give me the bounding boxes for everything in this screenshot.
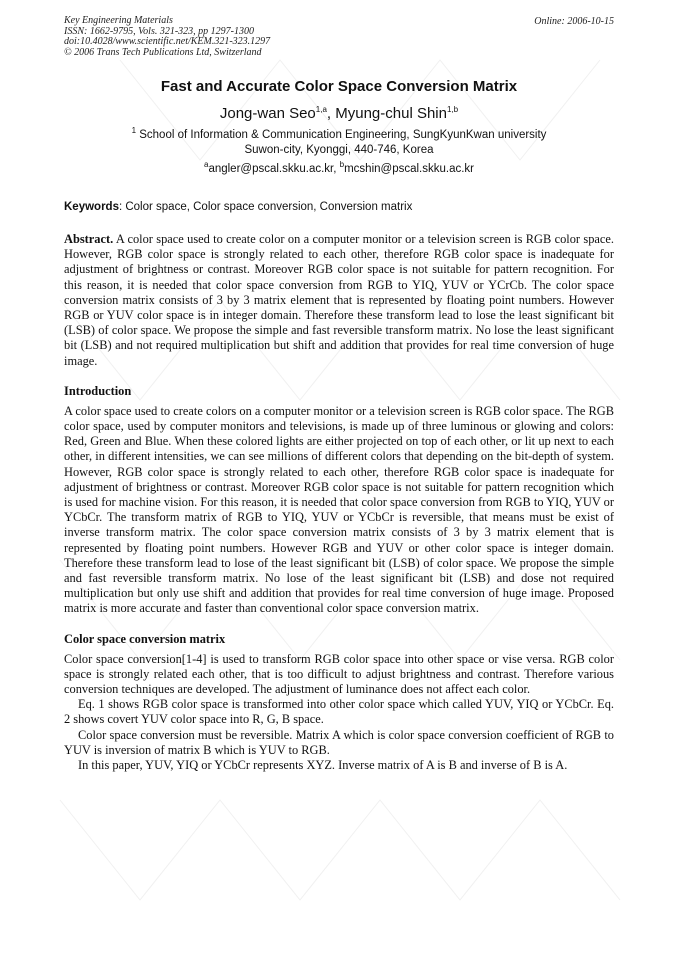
- keywords: [64, 200, 614, 215]
- authors-line: [64, 105, 614, 123]
- conversion-heading: Color space conversion matrix: [64, 631, 226, 646]
- keywords-label: Keywords: [64, 201, 119, 213]
- journal-name: Key Engineering Materials: [64, 15, 173, 26]
- email-a-sup: a: [203, 160, 209, 170]
- author-2-name: Myung-chul Shin: [335, 105, 447, 122]
- copyright-line: © 2006 Trans Tech Publications Ltd, Switzerland: [64, 46, 262, 58]
- email-a: angler@pscal.skku.ac.kr,: [208, 163, 340, 175]
- author-2-sup: 1,b: [446, 105, 459, 114]
- conversion-paragraph-2: Eq. 1 shows RGB color space is transformed into other color space which called YUV, YIQ or YCbCr. Eq. 2 shows covert YUV color space into R, G, B space.: [64, 697, 614, 727]
- keywords-text: : Color space, Color space conversion, Conversion matrix: [118, 201, 413, 213]
- affiliation-line-2: Suwon-city, Kyonggi, 440-746, Korea: [244, 144, 434, 156]
- emails-line: [64, 162, 614, 177]
- doi-line: doi:10.4028/www.scientific.net/KEM.321-323.1297: [64, 36, 271, 47]
- email-b: mcshin@pscal.skku.ac.kr: [344, 163, 474, 175]
- abstract-label: Abstract.: [64, 232, 114, 246]
- conversion-paragraph-1: Color space conversion[1-4] is used to transform RGB color space into other space or vise versa. RGB color space is strongly related each other, that is too difficult to adjust brightness and contrast. Therefore various conversion techniques are developed. The adjustment of luminance does not affect each color.: [64, 651, 614, 697]
- affiliation: [64, 128, 614, 158]
- journal-info: [64, 16, 614, 58]
- paper-page: [64, 16, 614, 773]
- affiliation-sup: 1: [131, 126, 137, 136]
- email-b-sup: b: [339, 160, 345, 170]
- abstract: [64, 232, 614, 369]
- author-1-name: Jong-wan Seo: [219, 105, 316, 122]
- introduction-text: A color space used to create colors on a computer monitor or a television screen is RGB color space. The RGB color space, used by computer monitors and televisions, is made up of three luminous or glowing and colors: Red, Green and Blue. When these colored lights are either projected on top of each other, or lit up next to each other, in different intensities, we can see millions of different colors that depending on the bit-depth of system. However, RGB color space is strongly related to each other, therefore RGB color space is inadequate for adjustment of brightness or contrast. Moreover RGB color space is not suitable for pattern recognition which is used for machine vision. For this reason, it is needed that color space conversion from RGB to YIQ, YUV or YCbCr. The transform matrix of RGB to YIQ, YUV or YCbCr is reversible, that means must be exist of inverse transform matrix. The color space conversion matrix consists of 3 by 3 matrix element that is represented by floating point numbers. However RGB and YUV or other color space is integer domain. Therefore these transform lead to lose of the least significant bit (LSB) of color space. We propose the simple and fast reversible transform matrix. No lose of the least significant bit (LSB) and dose not required multiplication but only use shift and addition that provides for real time conversion of huge image. Proposed matrix is more accurate and faster than conventional color space conversion matrix.: [64, 403, 614, 616]
- conversion-paragraph-3: Color space conversion must be reversible. Matrix A which is color space conversion coefficient of RGB to YUV is inversion of matrix B which is YUV to RGB.: [64, 727, 614, 757]
- conversion-paragraph-4: In this paper, YUV, YIQ or YCbCr represents XYZ. Inverse matrix of A is B and inverse of B is A.: [78, 758, 568, 773]
- issn-line: ISSN: 1662-9795, Vols. 321-323, pp 1297-1300: [64, 25, 254, 37]
- online-date: Online: 2006-10-15: [534, 16, 614, 27]
- author-separator: ,: [326, 105, 336, 122]
- introduction-heading: Introduction: [64, 383, 132, 398]
- affiliation-line-1: School of Information & Communication Engineering, SungKyunKwan university: [136, 129, 547, 141]
- author-1-sup: 1,a: [315, 105, 327, 114]
- paper-title: Fast and Accurate Color Space Conversion Matrix: [160, 78, 518, 95]
- abstract-text: A color space used to create color on a computer monitor or a television screen is RGB color space. However, RGB color space is strongly related to each other, therefore RGB color space is inadequate for adjustment of brightness or contrast. Moreover RGB color space is not suitable for pattern recognition. For this reason, it is needed that color space conversion from RGB to YIQ, YUV or YCrCb. The color space conversion matrix consists of 3 by 3 matrix element that is represented by floating point numbers. However RGB or YUV color space is in integer domain. Therefore these transform lead to lose the least significant bit (LSB) of color space. We propose the simple and fast reversible transform matrix. No lose the least significant bit (LSB) and not required multiplication but shift and addition that provides for real time conversion of huge image.: [64, 232, 614, 368]
